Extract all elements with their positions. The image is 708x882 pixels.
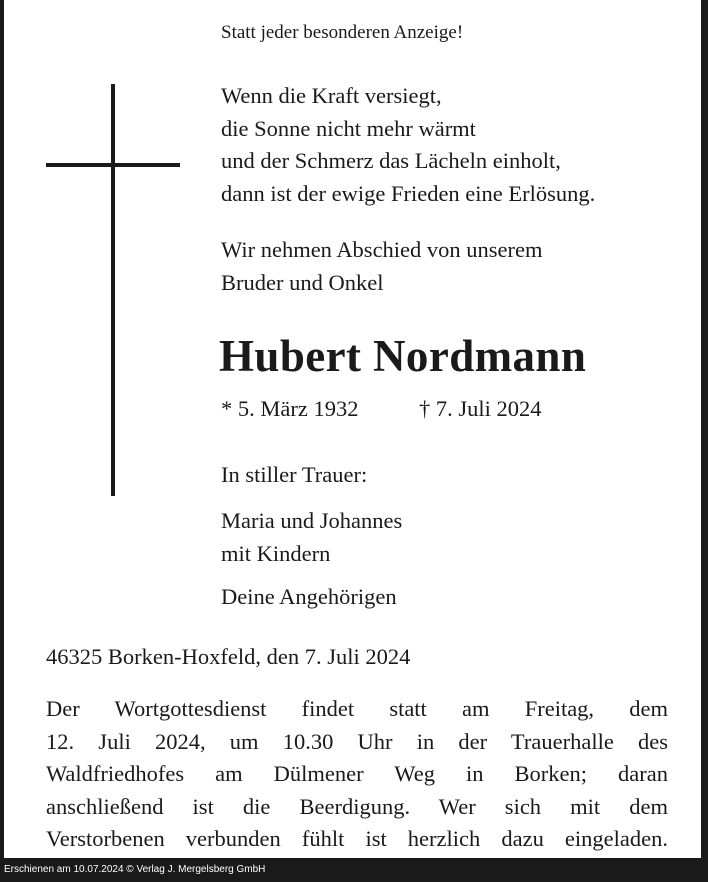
place-date: 46325 Borken-Hoxfeld, den 7. Juli 2024	[46, 644, 411, 669]
service-line: 12. Juli 2024, um 10.30 Uhr in der Trauerhalle des	[46, 728, 668, 754]
publication-footer: Erschienen am 10.07.2024 © Verlag J. Mergelsberg GmbH	[4, 864, 266, 875]
poem	[221, 80, 595, 210]
birth-date: * 5. März 1932	[221, 396, 359, 421]
service-line: Verstorbenen verbunden fühlt ist herzlich dazu eingeladen.	[46, 826, 668, 851]
obituary-notice	[4, 0, 701, 858]
farewell-text	[221, 234, 543, 299]
deceased-name: Hubert Nordmann	[219, 331, 587, 381]
cross-icon-crossbar	[46, 163, 180, 167]
service-line: anschließend ist die Beerdigung. Wer sich mit dem	[46, 793, 668, 819]
mourner-line: Maria und Johannes	[221, 508, 403, 533]
farewell-line: Wir nehmen Abschied von unserem	[221, 237, 543, 262]
service-line: Der Wortgottesdienst findet statt am Freitag, dem	[46, 696, 668, 721]
mourning-label: In stiller Trauer:	[221, 462, 368, 487]
service-info	[46, 693, 668, 856]
poem-line: die Sonne nicht mehr wärmt	[221, 115, 476, 141]
poem-line: und der Schmerz das Lächeln einholt,	[221, 148, 561, 173]
mourner-line: mit Kindern	[221, 541, 331, 566]
poem-line: Wenn die Kraft versiegt,	[221, 83, 442, 108]
notice-header: Statt jeder besonderen Anzeige!	[221, 22, 464, 43]
poem-line: dann ist der ewige Frieden eine Erlösung.	[221, 180, 596, 206]
service-line: Waldfriedhofes am Dülmener Weg in Borken; daran	[46, 761, 668, 786]
death-date: † 7. Juli 2024	[419, 396, 542, 421]
mourners	[221, 504, 402, 570]
relatives: Deine Angehörigen	[221, 584, 397, 609]
cross-icon	[111, 84, 115, 496]
farewell-line: Bruder und Onkel	[221, 269, 384, 295]
